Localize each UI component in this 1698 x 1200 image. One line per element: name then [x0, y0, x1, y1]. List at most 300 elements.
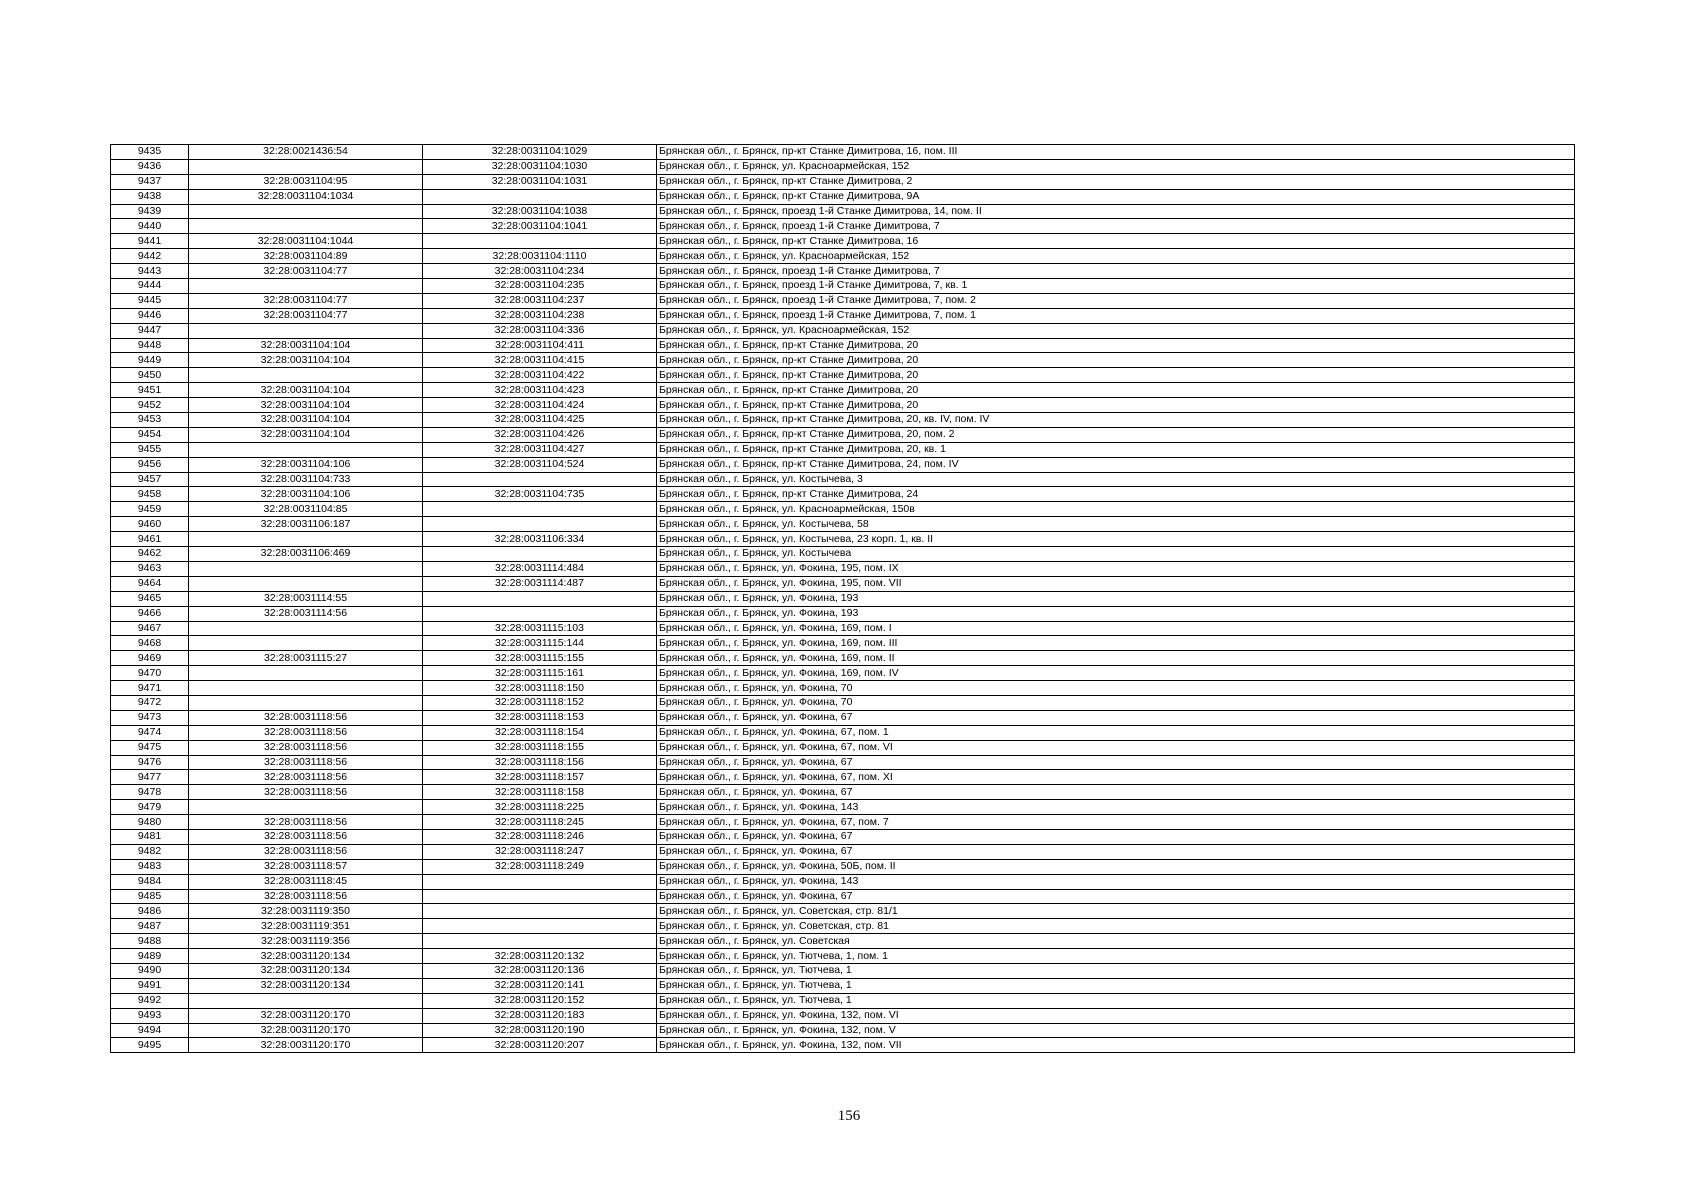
address-cell: Брянская обл., г. Брянск, пр-кт Станке Димитрова, 20: [657, 368, 1575, 383]
object-number-cell: 32:28:0031114:484: [423, 561, 657, 576]
row-number-cell: 9488: [111, 934, 189, 949]
address-cell: Брянская обл., г. Брянск, ул. Костычева, 3: [657, 472, 1575, 487]
object-number-cell: 32:28:0031118:150: [423, 681, 657, 696]
row-number-cell: 9437: [111, 174, 189, 189]
table-row: [111, 889, 1575, 904]
object-number-cell: 32:28:0031118:154: [423, 725, 657, 740]
table-row: [111, 666, 1575, 681]
row-number-cell: 9436: [111, 159, 189, 174]
parcel-number-cell: [189, 219, 423, 234]
row-number-cell: 9435: [111, 145, 189, 160]
parcel-number-cell: 32:28:0021436:54: [189, 145, 423, 160]
parcel-number-cell: 32:28:0031104:104: [189, 413, 423, 428]
address-cell: Брянская обл., г. Брянск, ул. Тютчева, 1, пом. 1: [657, 949, 1575, 964]
row-number-cell: 9490: [111, 963, 189, 978]
parcel-number-cell: 32:28:0031104:85: [189, 502, 423, 517]
page-number: 156: [837, 1108, 861, 1124]
address-cell: Брянская обл., г. Брянск, пр-кт Станке Димитрова, 24, пом. IV: [657, 457, 1575, 472]
row-number-cell: 9440: [111, 219, 189, 234]
parcel-number-cell: 32:28:0031118:45: [189, 874, 423, 889]
row-number-cell: 9466: [111, 606, 189, 621]
table-row: [111, 1008, 1575, 1023]
address-cell: Брянская обл., г. Брянск, ул. Красноармейская, 152: [657, 323, 1575, 338]
address-cell: Брянская обл., г. Брянск, ул. Фокина, 195, пом. IX: [657, 561, 1575, 576]
object-number-cell: 32:28:0031104:238: [423, 308, 657, 323]
address-cell: Брянская обл., г. Брянск, проезд 1-й Станке Димитрова, 7, кв. 1: [657, 279, 1575, 294]
table-row: [111, 591, 1575, 606]
object-number-cell: 32:28:0031104:425: [423, 413, 657, 428]
object-number-cell: 32:28:0031120:132: [423, 949, 657, 964]
parcel-number-cell: 32:28:0031104:104: [189, 427, 423, 442]
object-number-cell: [423, 547, 657, 562]
object-number-cell: 32:28:0031104:735: [423, 487, 657, 502]
address-cell: Брянская обл., г. Брянск, ул. Фокина, 143: [657, 874, 1575, 889]
row-number-cell: 9447: [111, 323, 189, 338]
address-cell: Брянская обл., г. Брянск, ул. Фокина, 169, пом. II: [657, 651, 1575, 666]
row-number-cell: 9486: [111, 904, 189, 919]
parcel-number-cell: 32:28:0031119:351: [189, 919, 423, 934]
address-cell: Брянская обл., г. Брянск, ул. Фокина, 193: [657, 606, 1575, 621]
row-number-cell: 9451: [111, 383, 189, 398]
object-number-cell: 32:28:0031120:141: [423, 978, 657, 993]
parcel-number-cell: [189, 800, 423, 815]
address-cell: Брянская обл., г. Брянск, ул. Фокина, 143: [657, 800, 1575, 815]
address-cell: Брянская обл., г. Брянск, ул. Фокина, 169, пом. IV: [657, 666, 1575, 681]
address-cell: Брянская обл., г. Брянск, ул. Фокина, 67: [657, 889, 1575, 904]
object-number-cell: 32:28:0031104:1110: [423, 249, 657, 264]
address-cell: Брянская обл., г. Брянск, ул. Красноармейская, 150в: [657, 502, 1575, 517]
address-cell: Брянская обл., г. Брянск, ул. Фокина, 169, пом. I: [657, 621, 1575, 636]
row-number-cell: 9452: [111, 398, 189, 413]
parcel-number-cell: 32:28:0031118:56: [189, 785, 423, 800]
address-cell: Брянская обл., г. Брянск, пр-кт Станке Димитрова, 20: [657, 383, 1575, 398]
table-row: [111, 427, 1575, 442]
table-row: [111, 279, 1575, 294]
object-number-cell: [423, 934, 657, 949]
object-number-cell: 32:28:0031120:183: [423, 1008, 657, 1023]
parcel-number-cell: 32:28:0031120:170: [189, 1023, 423, 1038]
row-number-cell: 9493: [111, 1008, 189, 1023]
row-number-cell: 9489: [111, 949, 189, 964]
address-cell: Брянская обл., г. Брянск, пр-кт Станке Димитрова, 20: [657, 338, 1575, 353]
object-number-cell: 32:28:0031120:207: [423, 1038, 657, 1053]
address-cell: Брянская обл., г. Брянск, проезд 1-й Станке Димитрова, 7, пом. 2: [657, 293, 1575, 308]
address-cell: Брянская обл., г. Брянск, ул. Фокина, 50Б, пом. II: [657, 859, 1575, 874]
object-number-cell: 32:28:0031104:424: [423, 398, 657, 413]
table-row: [111, 323, 1575, 338]
address-cell: Брянская обл., г. Брянск, ул. Фокина, 67, пом. 1: [657, 725, 1575, 740]
object-number-cell: 32:28:0031104:1029: [423, 145, 657, 160]
object-number-cell: [423, 517, 657, 532]
object-number-cell: [423, 189, 657, 204]
object-number-cell: [423, 606, 657, 621]
object-number-cell: 32:28:0031104:423: [423, 383, 657, 398]
address-cell: Брянская обл., г. Брянск, пр-кт Станке Димитрова, 2: [657, 174, 1575, 189]
parcel-number-cell: [189, 681, 423, 696]
parcel-number-cell: [189, 159, 423, 174]
row-number-cell: 9448: [111, 338, 189, 353]
table-row: [111, 874, 1575, 889]
table-row: [111, 725, 1575, 740]
table-row: [111, 993, 1575, 1008]
parcel-number-cell: [189, 561, 423, 576]
parcel-number-cell: [189, 621, 423, 636]
table-row: [111, 472, 1575, 487]
table-row: [111, 532, 1575, 547]
row-number-cell: 9458: [111, 487, 189, 502]
parcel-number-cell: 32:28:0031104:1044: [189, 234, 423, 249]
row-number-cell: 9454: [111, 427, 189, 442]
object-number-cell: 32:28:0031104:524: [423, 457, 657, 472]
table-row: [111, 338, 1575, 353]
parcel-number-cell: [189, 532, 423, 547]
object-number-cell: 32:28:0031104:237: [423, 293, 657, 308]
address-cell: Брянская обл., г. Брянск, пр-кт Станке Димитрова, 20, кв. IV, пом. IV: [657, 413, 1575, 428]
row-number-cell: 9439: [111, 204, 189, 219]
row-number-cell: 9467: [111, 621, 189, 636]
object-number-cell: 32:28:0031118:247: [423, 844, 657, 859]
parcel-number-cell: 32:28:0031114:56: [189, 606, 423, 621]
table-row: [111, 978, 1575, 993]
object-number-cell: 32:28:0031118:246: [423, 829, 657, 844]
object-number-cell: 32:28:0031106:334: [423, 532, 657, 547]
parcel-number-cell: [189, 576, 423, 591]
address-cell: Брянская обл., г. Брянск, пр-кт Станке Димитрова, 20: [657, 353, 1575, 368]
address-cell: Брянская обл., г. Брянск, пр-кт Станке Димитрова, 9А: [657, 189, 1575, 204]
row-number-cell: 9478: [111, 785, 189, 800]
parcel-number-cell: 32:28:0031118:56: [189, 889, 423, 904]
object-number-cell: 32:28:0031115:103: [423, 621, 657, 636]
row-number-cell: 9492: [111, 993, 189, 1008]
table-row: [111, 383, 1575, 398]
row-number-cell: 9457: [111, 472, 189, 487]
table-row: [111, 457, 1575, 472]
object-number-cell: 32:28:0031118:249: [423, 859, 657, 874]
address-cell: Брянская обл., г. Брянск, ул. Тютчева, 1: [657, 963, 1575, 978]
address-cell: Брянская обл., г. Брянск, ул. Фокина, 70: [657, 695, 1575, 710]
parcel-number-cell: [189, 323, 423, 338]
table-row: [111, 800, 1575, 815]
object-number-cell: 32:28:0031115:161: [423, 666, 657, 681]
table-row: [111, 249, 1575, 264]
parcel-number-cell: 32:28:0031120:134: [189, 978, 423, 993]
object-number-cell: [423, 502, 657, 517]
row-number-cell: 9459: [111, 502, 189, 517]
table-row: [111, 710, 1575, 725]
parcel-number-cell: 32:28:0031120:134: [189, 963, 423, 978]
address-cell: Брянская обл., г. Брянск, ул. Советская: [657, 934, 1575, 949]
address-cell: Брянская обл., г. Брянск, ул. Фокина, 67, пом. 7: [657, 815, 1575, 830]
address-cell: Брянская обл., г. Брянск, ул. Костычева, 23 корп. 1, кв. II: [657, 532, 1575, 547]
parcel-number-cell: 32:28:0031118:56: [189, 725, 423, 740]
address-cell: Брянская обл., г. Брянск, ул. Фокина, 132, пом. V: [657, 1023, 1575, 1038]
table-row: [111, 919, 1575, 934]
address-cell: Брянская обл., г. Брянск, ул. Красноармейская, 152: [657, 249, 1575, 264]
object-number-cell: 32:28:0031104:235: [423, 279, 657, 294]
table-row: [111, 815, 1575, 830]
table-row: [111, 621, 1575, 636]
object-number-cell: 32:28:0031104:415: [423, 353, 657, 368]
table-row: [111, 576, 1575, 591]
row-number-cell: 9482: [111, 844, 189, 859]
row-number-cell: 9487: [111, 919, 189, 934]
object-number-cell: 32:28:0031120:136: [423, 963, 657, 978]
row-number-cell: 9474: [111, 725, 189, 740]
parcel-number-cell: 32:28:0031104:77: [189, 308, 423, 323]
object-number-cell: [423, 591, 657, 606]
address-cell: Брянская обл., г. Брянск, проезд 1-й Станке Димитрова, 7: [657, 264, 1575, 279]
row-number-cell: 9463: [111, 561, 189, 576]
table-row: [111, 264, 1575, 279]
row-number-cell: 9460: [111, 517, 189, 532]
row-number-cell: 9491: [111, 978, 189, 993]
table-row: [111, 547, 1575, 562]
parcel-number-cell: 32:28:0031104:104: [189, 353, 423, 368]
object-number-cell: 32:28:0031104:234: [423, 264, 657, 279]
address-cell: Брянская обл., г. Брянск, пр-кт Станке Димитрова, 24: [657, 487, 1575, 502]
row-number-cell: 9455: [111, 442, 189, 457]
row-number-cell: 9468: [111, 636, 189, 651]
table-row: [111, 561, 1575, 576]
parcel-number-cell: 32:28:0031118:56: [189, 815, 423, 830]
address-cell: Брянская обл., г. Брянск, ул. Советская, стр. 81/1: [657, 904, 1575, 919]
address-cell: Брянская обл., г. Брянск, ул. Красноармейская, 152: [657, 159, 1575, 174]
row-number-cell: 9483: [111, 859, 189, 874]
object-number-cell: 32:28:0031118:225: [423, 800, 657, 815]
property-table: [110, 144, 1575, 1053]
parcel-number-cell: 32:28:0031104:77: [189, 293, 423, 308]
address-cell: Брянская обл., г. Брянск, пр-кт Станке Димитрова, 16, пом. III: [657, 145, 1575, 160]
row-number-cell: 9481: [111, 829, 189, 844]
address-cell: Брянская обл., г. Брянск, пр-кт Станке Димитрова, 20: [657, 398, 1575, 413]
address-cell: Брянская обл., г. Брянск, ул. Советская, стр. 81: [657, 919, 1575, 934]
row-number-cell: 9476: [111, 755, 189, 770]
parcel-number-cell: 32:28:0031120:170: [189, 1038, 423, 1053]
parcel-number-cell: [189, 368, 423, 383]
row-number-cell: 9438: [111, 189, 189, 204]
parcel-number-cell: 32:28:0031120:170: [189, 1008, 423, 1023]
parcel-number-cell: [189, 695, 423, 710]
table-row: [111, 636, 1575, 651]
object-number-cell: 32:28:0031118:245: [423, 815, 657, 830]
address-cell: Брянская обл., г. Брянск, ул. Тютчева, 1: [657, 993, 1575, 1008]
object-number-cell: 32:28:0031118:152: [423, 695, 657, 710]
object-number-cell: 32:28:0031104:336: [423, 323, 657, 338]
parcel-number-cell: 32:28:0031118:56: [189, 740, 423, 755]
object-number-cell: 32:28:0031115:144: [423, 636, 657, 651]
parcel-number-cell: 32:28:0031118:56: [189, 844, 423, 859]
table-row: [111, 145, 1575, 160]
row-number-cell: 9477: [111, 770, 189, 785]
object-number-cell: 32:28:0031104:426: [423, 427, 657, 442]
row-number-cell: 9456: [111, 457, 189, 472]
object-number-cell: [423, 904, 657, 919]
row-number-cell: 9480: [111, 815, 189, 830]
row-number-cell: 9446: [111, 308, 189, 323]
object-number-cell: 32:28:0031118:158: [423, 785, 657, 800]
parcel-number-cell: 32:28:0031118:56: [189, 770, 423, 785]
parcel-number-cell: 32:28:0031104:104: [189, 398, 423, 413]
row-number-cell: 9475: [111, 740, 189, 755]
object-number-cell: [423, 472, 657, 487]
address-cell: Брянская обл., г. Брянск, ул. Тютчева, 1: [657, 978, 1575, 993]
table-row: [111, 859, 1575, 874]
address-cell: Брянская обл., г. Брянск, проезд 1-й Станке Димитрова, 14, пом. II: [657, 204, 1575, 219]
table-row: [111, 829, 1575, 844]
table-row: [111, 740, 1575, 755]
table-row: [111, 413, 1575, 428]
parcel-number-cell: 32:28:0031119:350: [189, 904, 423, 919]
table-row: [111, 517, 1575, 532]
parcel-number-cell: 32:28:0031104:104: [189, 338, 423, 353]
object-number-cell: [423, 889, 657, 904]
row-number-cell: 9464: [111, 576, 189, 591]
row-number-cell: 9449: [111, 353, 189, 368]
table-row: [111, 293, 1575, 308]
object-number-cell: [423, 919, 657, 934]
row-number-cell: 9450: [111, 368, 189, 383]
table-row: [111, 770, 1575, 785]
parcel-number-cell: 32:28:0031120:134: [189, 949, 423, 964]
parcel-number-cell: 32:28:0031104:89: [189, 249, 423, 264]
parcel-number-cell: 32:28:0031104:106: [189, 487, 423, 502]
parcel-number-cell: 32:28:0031104:77: [189, 264, 423, 279]
table-row: [111, 651, 1575, 666]
address-cell: Брянская обл., г. Брянск, ул. Фокина, 67, пом. XI: [657, 770, 1575, 785]
parcel-number-cell: 32:28:0031104:106: [189, 457, 423, 472]
address-cell: Брянская обл., г. Брянск, ул. Фокина, 132, пом. VI: [657, 1008, 1575, 1023]
address-cell: Брянская обл., г. Брянск, ул. Фокина, 67: [657, 844, 1575, 859]
table-row: [111, 844, 1575, 859]
parcel-number-cell: 32:28:0031104:95: [189, 174, 423, 189]
address-cell: Брянская обл., г. Брянск, ул. Фокина, 67: [657, 755, 1575, 770]
object-number-cell: 32:28:0031120:190: [423, 1023, 657, 1038]
parcel-number-cell: 32:28:0031119:356: [189, 934, 423, 949]
row-number-cell: 9484: [111, 874, 189, 889]
address-cell: Брянская обл., г. Брянск, ул. Фокина, 67: [657, 829, 1575, 844]
table-row: [111, 368, 1575, 383]
object-number-cell: 32:28:0031114:487: [423, 576, 657, 591]
parcel-number-cell: [189, 666, 423, 681]
address-cell: Брянская обл., г. Брянск, ул. Фокина, 70: [657, 681, 1575, 696]
table-row: [111, 606, 1575, 621]
parcel-number-cell: 32:28:0031104:733: [189, 472, 423, 487]
table-row: [111, 934, 1575, 949]
row-number-cell: 9465: [111, 591, 189, 606]
row-number-cell: 9441: [111, 234, 189, 249]
parcel-number-cell: [189, 279, 423, 294]
address-cell: Брянская обл., г. Брянск, ул. Фокина, 67, пом. VI: [657, 740, 1575, 755]
address-cell: Брянская обл., г. Брянск, пр-кт Станке Димитрова, 20, кв. 1: [657, 442, 1575, 457]
table-row: [111, 204, 1575, 219]
object-number-cell: 32:28:0031118:157: [423, 770, 657, 785]
table-row: [111, 308, 1575, 323]
address-cell: Брянская обл., г. Брянск, ул. Фокина, 195, пом. VII: [657, 576, 1575, 591]
address-cell: Брянская обл., г. Брянск, пр-кт Станке Димитрова, 16: [657, 234, 1575, 249]
object-number-cell: 32:28:0031118:153: [423, 710, 657, 725]
parcel-number-cell: [189, 204, 423, 219]
table-row: [111, 353, 1575, 368]
parcel-number-cell: [189, 636, 423, 651]
table-row: [111, 904, 1575, 919]
table-row: [111, 785, 1575, 800]
table-row: [111, 949, 1575, 964]
property-table-body: [111, 145, 1575, 1053]
row-number-cell: 9461: [111, 532, 189, 547]
row-number-cell: 9470: [111, 666, 189, 681]
table-row: [111, 159, 1575, 174]
object-number-cell: 32:28:0031104:1038: [423, 204, 657, 219]
table-row: [111, 755, 1575, 770]
row-number-cell: 9469: [111, 651, 189, 666]
row-number-cell: 9494: [111, 1023, 189, 1038]
object-number-cell: 32:28:0031104:427: [423, 442, 657, 457]
table-row: [111, 398, 1575, 413]
object-number-cell: 32:28:0031104:1041: [423, 219, 657, 234]
parcel-number-cell: 32:28:0031106:469: [189, 547, 423, 562]
table-row: [111, 695, 1575, 710]
row-number-cell: 9444: [111, 279, 189, 294]
table-row: [111, 189, 1575, 204]
parcel-number-cell: [189, 442, 423, 457]
address-cell: Брянская обл., г. Брянск, ул. Фокина, 67: [657, 785, 1575, 800]
object-number-cell: 32:28:0031104:1030: [423, 159, 657, 174]
address-cell: Брянская обл., г. Брянск, проезд 1-й Станке Димитрова, 7, пом. 1: [657, 308, 1575, 323]
address-cell: Брянская обл., г. Брянск, пр-кт Станке Димитрова, 20, пом. 2: [657, 427, 1575, 442]
table-row: [111, 234, 1575, 249]
row-number-cell: 9462: [111, 547, 189, 562]
parcel-number-cell: 32:28:0031118:56: [189, 829, 423, 844]
table-row: [111, 174, 1575, 189]
address-cell: Брянская обл., г. Брянск, ул. Фокина, 132, пом. VII: [657, 1038, 1575, 1053]
parcel-number-cell: [189, 993, 423, 1008]
table-row: [111, 681, 1575, 696]
row-number-cell: 9473: [111, 710, 189, 725]
object-number-cell: 32:28:0031104:422: [423, 368, 657, 383]
address-cell: Брянская обл., г. Брянск, ул. Фокина, 67: [657, 710, 1575, 725]
address-cell: Брянская обл., г. Брянск, ул. Костычева, 58: [657, 517, 1575, 532]
row-number-cell: 9453: [111, 413, 189, 428]
table-row: [111, 502, 1575, 517]
address-cell: Брянская обл., г. Брянск, проезд 1-й Станке Димитрова, 7: [657, 219, 1575, 234]
address-cell: Брянская обл., г. Брянск, ул. Фокина, 169, пом. III: [657, 636, 1575, 651]
object-number-cell: 32:28:0031104:1031: [423, 174, 657, 189]
row-number-cell: 9485: [111, 889, 189, 904]
parcel-number-cell: 32:28:0031106:187: [189, 517, 423, 532]
object-number-cell: 32:28:0031118:156: [423, 755, 657, 770]
object-number-cell: 32:28:0031104:411: [423, 338, 657, 353]
address-cell: Брянская обл., г. Брянск, ул. Костычева: [657, 547, 1575, 562]
table-row: [111, 442, 1575, 457]
object-number-cell: 32:28:0031120:152: [423, 993, 657, 1008]
object-number-cell: 32:28:0031115:155: [423, 651, 657, 666]
object-number-cell: [423, 874, 657, 889]
parcel-number-cell: 32:28:0031118:56: [189, 710, 423, 725]
table-row: [111, 963, 1575, 978]
row-number-cell: 9445: [111, 293, 189, 308]
row-number-cell: 9479: [111, 800, 189, 815]
parcel-number-cell: 32:28:0031115:27: [189, 651, 423, 666]
table-row: [111, 487, 1575, 502]
parcel-number-cell: 32:28:0031118:57: [189, 859, 423, 874]
parcel-number-cell: 32:28:0031114:55: [189, 591, 423, 606]
row-number-cell: 9472: [111, 695, 189, 710]
object-number-cell: 32:28:0031118:155: [423, 740, 657, 755]
object-number-cell: [423, 234, 657, 249]
row-number-cell: 9471: [111, 681, 189, 696]
row-number-cell: 9443: [111, 264, 189, 279]
table-row: [111, 1038, 1575, 1053]
